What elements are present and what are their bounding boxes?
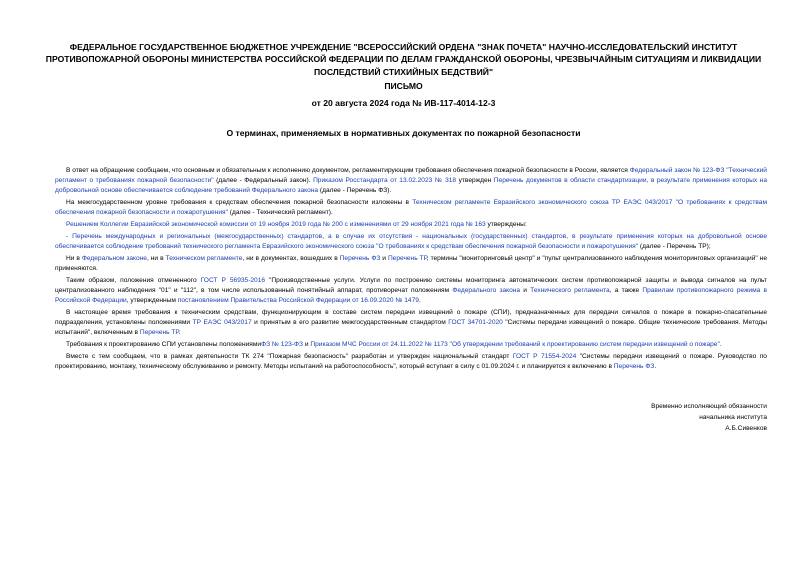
text: . [178,329,181,336]
text: Ни в [66,255,82,262]
text: и принятым в его развитие межгосударственным стандартом [251,319,449,326]
text: "Системы передачи извещений о пожаре. Общие технические требования. Методы испытаний", включенным в [55,319,767,336]
link-federal-law-123[interactable]: Федеральный закон № 123-ФЗ "Технический регламент о требованиях пожарной безопасности" [55,167,767,184]
text: (далее - Перечень ТР); [638,243,711,250]
text: (далее - Перечень ФЗ). [318,187,392,194]
text: . [719,341,722,348]
link-federal-law[interactable]: Федерального закона [452,287,521,294]
document-date-number: от 20 августа 2024 года № ИВ-117-4014-12-3 [311,98,496,108]
text: и [380,255,388,262]
link-list-tr[interactable]: Перечень ТР [139,329,179,336]
link-mchs-order-1173[interactable]: Приказом МЧС России от 24.11.2022 № 1173 "Об утверждении требований к проектированию систем передачи извещений о пожаре" [310,341,720,348]
text: , а также [609,287,643,294]
link-list-fz[interactable]: Перечень ФЗ [613,363,655,370]
letter-body [55,166,767,374]
text: . [654,363,657,370]
text: Таким образом, положения отмененного [66,277,201,284]
link-federal-law[interactable]: Федеральном законе [81,255,147,262]
link-gost-r-71554-2024[interactable]: ГОСТ Р 71554-2024 [512,353,577,360]
link-fire-regime-rules[interactable]: Правилам противопожарного режима в Российской Федерации [55,287,767,304]
text: В ответ на обращение сообщаем, что основным и обязательным к исполнению документом, регламентирующим требования обеспечения пожарной безопасности в России, является [66,167,630,174]
link-fz-123[interactable]: ФЗ № 123-ФЗ [261,341,303,348]
text: "Системы передачи извещений о пожаре. Руководство по проектированию, монтажу, техническому обслуживанию и ремонту. Методы испытаний на работоспособность", который вступает в силу с 01.09.2024 г. и планируется к включению в [55,353,767,370]
text: утвержден [456,177,494,184]
text: "Производственные услуги. Услуги по построению системы мониторинга автоматических систем противопожарной защиты и вывода сигналов на пульт централизованного наблюдения "01" и "112", в том числе использованный понятийный аппарат, противоречат положениям [55,277,767,294]
link-tr-standards-list[interactable]: - Перечень международных и региональных (межгосударственных) стандартов, а в случае их отсутствия - национальных (государственных) стандартов, в результате применения которых на добровольной основе обеспечивается соблюдение требований технического регламента Евразийского экономического союза "О требованиях к средствам обеспечения пожарной безопасности и пожаротушения" [55,233,767,250]
text: Вместе с тем сообщаем, что в рамках деятельности ТК 274 "Пожарная безопасность" разработан и утвержден национальный стандарт [66,353,513,360]
text: и [520,287,531,294]
link-tr-eaeu-043-2017[interactable]: Техническом регламенте Евразийского экономического союза ТР ЕАЭС 043/2017 "О требованиях к средствам обеспечения пожарной безопасности и пожаротушения" [55,199,767,216]
text: утверждены: [485,221,527,228]
paragraph-2 [55,198,767,218]
link-gost-34701-2020[interactable]: ГОСТ 34701-2020 [448,319,503,326]
text: , ни в документах, вошедших в [242,255,340,262]
text: (далее - Федеральный закон). [213,177,314,184]
text: , ни в [146,255,166,262]
signature-position-line2: начальника института [699,414,767,421]
text: , утвержденным [126,297,178,304]
text: . [418,297,421,304]
signature-name: А.Б.Сивенков [725,425,767,432]
text: , термины "мониторинговый центр" и "пульт централизованного наблюдения мониторинговых организаций" не применяются. [55,255,767,272]
paragraph-4 [55,232,767,252]
paragraph-3 [55,220,767,230]
paragraph-1 [55,166,767,196]
text: (далее - Технический регламент). [227,209,333,216]
text: В настоящее время требования к техническим средствам, функционирующим в составе систем передачи извещений о пожаре (СПИ), предназначенных для передачи сигналов о пожаре в пожарно-спасательные подразделения, установлены положениями [55,309,767,326]
link-gost-r-56935-2016[interactable]: ГОСТ Р 56935-2016 [200,277,266,284]
paragraph-6 [55,276,767,306]
text: и [303,341,311,348]
document-subject: О терминах, применяемых в нормативных документах по пожарной безопасности [226,128,581,138]
paragraph-5 [55,254,767,274]
paragraph-7 [55,308,767,338]
text: На межгосударственном уровне требования к средствам обеспечения пожарной безопасности изложены в [66,199,413,206]
link-rosstandart-order-318[interactable]: Приказом Росстандарта от 13.02.2023 № 318 [313,177,457,184]
link-technical-regulation[interactable]: Техническом регламенте [165,255,243,262]
link-eec-decision-200[interactable]: Решением Коллегии Евразийской экономической комиссии от 19 ноября 2019 года № 200 с изменениями от 29 ноября 2021 года № 163 [66,221,486,228]
paragraph-8 [55,340,767,350]
signature-position-line1: Временно исполняющий обязанности [651,403,767,410]
organization-title: ФЕДЕРАЛЬНОЕ ГОСУДАРСТВЕННОЕ БЮДЖЕТНОЕ УЧРЕЖДЕНИЕ "ВСЕРОССИЙСКИЙ ОРДЕНА "ЗНАК ПОЧЕТА" НАУЧНО-ИССЛЕДОВАТЕЛЬСКИЙ ИНСТИТУТ ПРОТИВОПОЖАРНОЙ ОБОРОНЫ МИНИСТЕРСТВА РОССИЙСКОЙ ФЕДЕРАЦИИ ПО ДЕЛАМ ГРАЖДАНСКОЙ ОБОРОНЫ, ЧРЕЗВЫЧАЙНЫМ СИТУАЦИЯМ И ЛИКВИДАЦИИ ПОСЛЕДСТВИЙ СТИХИЙНЫХ БЕДСТВИЙ" [45,42,762,77]
link-federal-law[interactable]: Федерального закона [251,187,319,194]
link-technical-regulation[interactable]: Технического регламента [530,287,610,294]
text: Требования к проектированию СПИ установлены положениями [66,341,262,348]
document-type: ПИСЬМО [384,81,423,91]
link-standards-list[interactable]: Перечень документов в области стандартизации, в результате применения которых на добровольной основе обеспечивается соблюдение требований [55,177,767,194]
link-tr-eaeu-043-2017[interactable]: ТР ЕАЭС 043/2017 [192,319,252,326]
paragraph-9 [55,352,767,372]
link-government-resolution-1479[interactable]: постановлением Правительства Российской Федерации от 16.09.2020 № 1479 [177,297,419,304]
link-list-fz[interactable]: Перечень ФЗ [339,255,381,262]
link-list-tr[interactable]: Перечень ТР [387,255,427,262]
